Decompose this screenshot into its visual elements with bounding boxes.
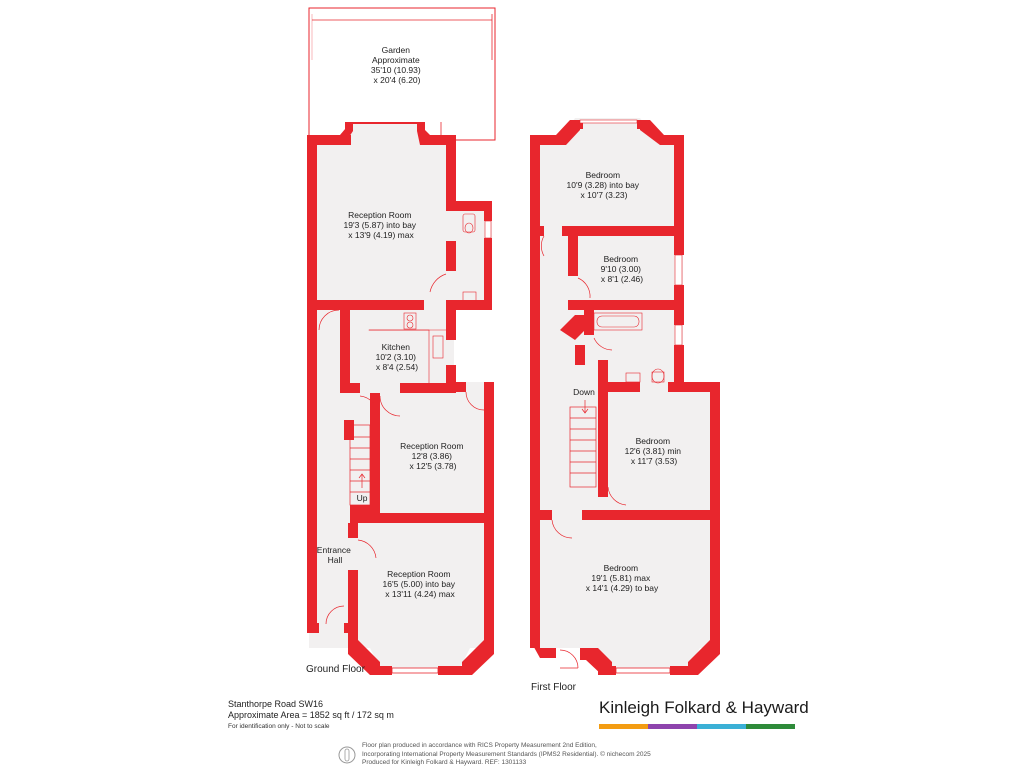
- footer-line-1: Floor plan produced in accordance with RICS Property Measurement 2nd Edition,: [362, 742, 597, 749]
- brand-name: Kinleigh Folkard & Hayward: [599, 698, 809, 717]
- measurement-standard-icon: [338, 744, 356, 766]
- brand-bar-orange: [599, 724, 648, 729]
- ground-floor-plan: [306, 8, 495, 675]
- footer-line-3: Produced for Kinleigh Folkard & Hayward. REF: 1301133: [362, 759, 527, 766]
- brand-bar-purple: [648, 724, 697, 729]
- first-floor-title: First Floor: [531, 682, 576, 693]
- stairs-down-label: Down: [573, 387, 595, 397]
- stairs-up-label: Up: [356, 493, 368, 503]
- garden-label: Garden Approximate 35'10 (10.93) x 20'4 (6.20): [370, 45, 421, 85]
- first-floor-plan: [530, 118, 720, 693]
- property-address: Stanthorpe Road SW16: [228, 699, 324, 709]
- ground-floor-title: Ground Floor: [306, 664, 365, 675]
- brand-color-bars: [599, 724, 795, 729]
- reception-room-mid-label: Reception Room 12'8 (3.86) x 12'5 (3.78): [400, 441, 464, 471]
- reception-room-front-label: Reception Room 16'5 (5.00) into bay x 13'11 (4.24) max: [382, 569, 456, 599]
- reception-room-rear-label: Reception Room 19'3 (5.87) into bay x 13'9 (4.19) max: [343, 210, 417, 240]
- bedroom-front-label: Bedroom 19'1 (5.81) max x 14'1 (4.29) to bay: [585, 563, 659, 593]
- footer-line-2: Incorporating International Property Measurement Standards (IPMS2 Residential). © nichecom 2025: [362, 750, 651, 758]
- identification-note: For identification only - Not to scale: [228, 723, 330, 730]
- kitchen-label: Kitchen 10'2 (3.10) x 8'4 (2.54): [375, 342, 419, 372]
- footer-notes: [362, 742, 651, 768]
- bedroom-mid-label: Bedroom 12'6 (3.81) min x 11'7 (3.53): [624, 436, 682, 466]
- bedroom-rear-label: Bedroom 10'9 (3.28) into bay x 10'7 (3.23): [566, 170, 640, 200]
- brand-bar-blue: [697, 724, 746, 729]
- brand-bar-green: [746, 724, 795, 729]
- entrance-hall-label: Entrance Hall: [316, 545, 351, 565]
- approximate-area: Approximate Area = 1852 sq ft / 172 sq m: [228, 710, 394, 720]
- bedroom-small-label: Bedroom 9'10 (3.00) x 8'1 (2.46): [600, 254, 644, 284]
